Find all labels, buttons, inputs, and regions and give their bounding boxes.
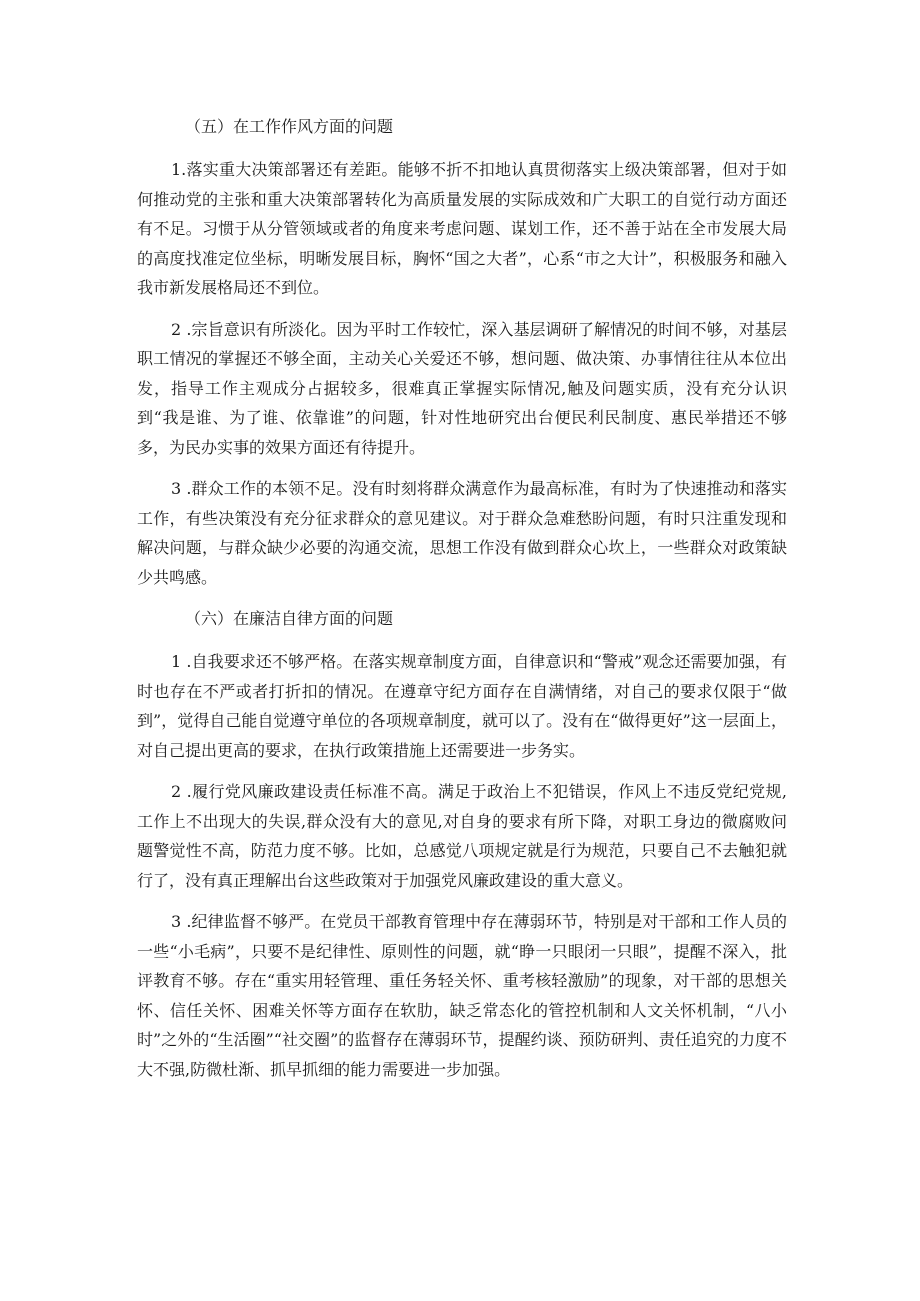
document-body [137,112,787,1084]
paragraph-5-1: 1.落实重大决策部署还有差距。能够不折不扣地认真贯彻落实上级决策部署，但对于如何推动党的主张和重大决策部署转化为高质量发展的实际成效和广大职工的自觉行动方面还有不足。习惯于从分管领域或者的角度来考虑问题、谋划工作，还不善于站在全市发展大局的高度找准定位坐标，明晰发展目标，胸怀“国之大者”，心系“市之大计”，积极服务和融入我市新发展格局还不到位。 [137,160,787,297]
paragraph-5-2: 2 .宗旨意识有所淡化。因为平时工作较忙，深入基层调研了解情况的时间不够，对基层职工情况的掌握还不够全面，主动关心关爱还不够，想问题、做决策、办事情往往从本位出发，指导工作主观成分占据较多，很难真正掌握实际情况,触及问题实质，没有充分认识到“我是谁、为了谁、依靠谁”的问题，针对性地研究出台便民利民制度、惠民举措还不够多，为民办实事的效果方面还有待提升。 [137,319,787,457]
section-heading-6: （六）在廉洁自律方面的问题 [185,609,394,628]
paragraph-5-3: 3 .群众工作的本领不足。没有时刻将群众满意作为最高标准，有时为了快速推动和落实工作，有些决策没有充分征求群众的意见建议。对于群众急难愁盼问题，有时只注重发现和解决问题，与群众缺少必要的沟通交流，思想工作没有做到群众心坎上，一些群众对政策缺少共鸣感。 [137,479,787,587]
paragraph-6-2: 2 .履行党风廉政建设责任标准不高。满足于政治上不犯错误，作风上不违反党纪党规,工作上不出现大的失误,群众没有大的意见,对自身的要求有所下降，对职工身边的微腐败问题警觉性不高，防范力度不够。比如，总感觉八项规定就是行为规范，只要自己不去触犯就行了，没有真正理解出台这些政策对于加强党风廉政建设的重大意义。 [137,782,787,890]
paragraph-6-3: 3 .纪律监督不够严。在党员干部教育管理中存在薄弱环节，特别是对干部和工作人员的一些“小毛病”，只要不是纪律性、原则性的问题，就“睁一只眼闭一只眼”，提醒不深入，批评教育不够。存在“重实用轻管理、重任务轻关怀、重考核轻激励”的现象，对干部的思想关怀、信任关怀、困难关怀等方面存在软肋，缺乏常态化的管控机制和人文关怀机制，“八小时”之外的“生活圈”“社交圈”的监督存在薄弱环节，提醒约谈、预防研判、责任追究的力度不大不强,防微杜渐、抓早抓细的能力需要进一步加强。 [137,912,787,1079]
section-heading-5: （五）在工作作风方面的问题 [185,117,394,136]
paragraph-6-1: 1 .自我要求还不够严格。在落实规章制度方面，自律意识和“警戒”观念还需要加强，有时也存在不严或者打折扣的情况。在遵章守纪方面存在自满情绪，对自己的要求仅限于“做到”，觉得自己能自觉遵守单位的各项规章制度，就可以了。没有在“做得更好”这一层面上，对自己提出更高的要求，在执行政策措施上还需要进一步务实。 [137,652,787,760]
